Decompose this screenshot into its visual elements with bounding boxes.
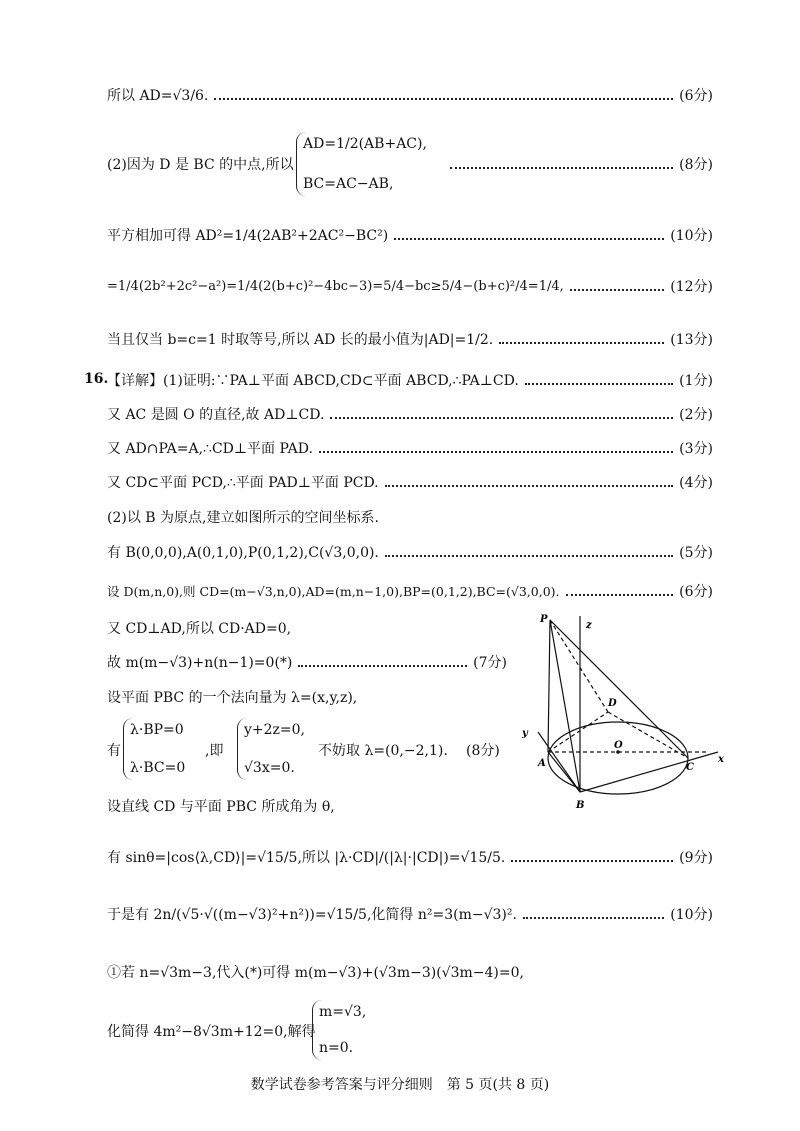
normal-system-tail: 不妨取 λ=(0,−2,1). — [318, 743, 448, 759]
score: (6分) — [679, 88, 713, 104]
line-text: 又 AD∩PA=A,∴CD⊥平面 PAD. — [107, 441, 313, 457]
score: (6分) — [679, 584, 713, 600]
answer-line-14: 设平面 PBC 的一个法向量为 λ=(x,y,z), — [107, 690, 358, 706]
page-footer: 数学试卷参考答案与评分细则 第 5 页(共 8 页) — [250, 1077, 550, 1093]
dot-leader — [523, 911, 664, 919]
answer-line-12: 又 CD⊥AD,所以 CD·AD=0, — [107, 621, 292, 637]
answer-line-19: ①若 n=√3m−3,代入(*)可得 m(m−√3)+(√3m−3)(√3m−4)=0, — [107, 965, 524, 981]
line-text: 又 AC 是圆 O 的直径,故 AD⊥CD. — [107, 407, 325, 423]
line-text: 【详解】(1)证明:∵PA⊥平面 ABCD,CD⊂平面 ABCD,∴PA⊥CD. — [107, 373, 519, 389]
line-text: 于是有 2n/(√5·√((m−√3)²+n²))=√15/5,化简得 n²=3(m−√3)². — [107, 907, 517, 923]
answer-line-10 — [107, 543, 713, 563]
question-number: 16. — [84, 371, 109, 387]
label-P: P — [540, 614, 548, 625]
score: (8分) — [679, 157, 713, 173]
score: (10分) — [670, 228, 713, 244]
line-text: 有 B(0,0,0),A(0,1,0),P(0,1,2),C(√3,0,0). — [107, 545, 379, 561]
pyramid-figure — [518, 612, 728, 812]
answer-line-2 — [107, 226, 713, 246]
normal-system-score: (8分) — [466, 743, 500, 759]
score: (2分) — [679, 407, 713, 423]
dot-leader — [511, 854, 673, 862]
dot-leader — [214, 92, 673, 100]
label-B: B — [576, 800, 585, 811]
answer-line-0 — [107, 86, 713, 106]
label-C: C — [686, 762, 694, 773]
solution-system — [312, 1000, 389, 1060]
circle-base — [548, 722, 688, 794]
system-eq-1: AD=1/2(AB+AC), — [303, 136, 427, 152]
answer-line-5 — [107, 371, 713, 391]
line-text: 故 m(m−√3)+n(n−1)=0(*) — [107, 655, 293, 671]
line-text: (2)因为 D 是 BC 的中点,所以 — [107, 157, 294, 173]
normal-system-right — [237, 718, 314, 780]
answer-line-9: (2)以 B 为原点,建立如图所示的空间坐标系. — [107, 510, 379, 526]
dot-leader — [394, 232, 664, 240]
dot-leader — [298, 659, 467, 667]
answer-line-11 — [107, 582, 713, 602]
label-y: y — [522, 728, 528, 739]
answer-line-17 — [107, 848, 713, 868]
answer-line-6 — [107, 405, 713, 425]
score: (4分) — [679, 475, 713, 491]
normal-system-left — [123, 718, 210, 780]
vector-system-brace — [296, 132, 453, 196]
normal-system-mid: ,即 — [205, 743, 224, 759]
score: (10分) — [670, 907, 713, 923]
score: (1分) — [679, 373, 713, 389]
answer-line-16: 设直线 CD 与平面 PBC 所成角为 θ, — [107, 799, 335, 815]
dot-leader — [330, 411, 673, 419]
score: (9分) — [679, 850, 713, 866]
line-text: =1/4(2b²+2c²−a²)=1/4(2(b+c)²−4bc−3)=5/4−bc≥5/4−(b+c)²/4=1/4, — [107, 279, 564, 294]
line-text: 有 sinθ=|cos⟨λ,CD⟩|=√15/5,所以 |λ·CD|/(|λ|·|CD|)=√15/5. — [107, 850, 506, 866]
answer-line-20: 化简得 4m²−8√3m+12=0,解得 — [107, 1024, 316, 1040]
normal-eq-3: y+2z=0, — [244, 722, 306, 738]
line-text: 当且仅当 b=c=1 时取等号,所以 AD 长的最小值为|AD|=1/2. — [107, 332, 494, 348]
answer-line-4 — [107, 330, 713, 350]
label-D: D — [608, 698, 617, 709]
label-A: A — [538, 758, 546, 769]
answer-line-15: 有 — [107, 743, 121, 759]
edge-AD — [548, 712, 608, 752]
answer-line-8 — [107, 473, 713, 493]
answer-line-13 — [107, 653, 507, 673]
line-text: 设 D(m,n,0),则 CD=(m−√3,n,0),AD=(m,n−1,0),BP=(0,1,2),BC=(√3,0,0). — [107, 584, 560, 599]
solution-eq-2: n=0. — [319, 1040, 354, 1056]
label-O: O — [614, 740, 623, 751]
x-axis — [580, 752, 718, 792]
normal-eq-1: λ·BP=0 — [130, 722, 184, 738]
dot-leader — [566, 588, 674, 596]
label-x: x — [718, 754, 724, 765]
score: (13分) — [670, 332, 713, 348]
label-z: z — [586, 620, 592, 631]
line-text: 又 CD⊂平面 PCD,∴平面 PAD⊥平面 PCD. — [107, 475, 379, 491]
system-eq-2: BC=AC−AB, — [303, 176, 394, 192]
line-text: 所以 AD=√3/6. — [107, 88, 209, 104]
answer-line-18 — [107, 905, 713, 925]
score: (7分) — [473, 655, 507, 671]
edge-DC — [608, 712, 688, 758]
edge-PD — [550, 620, 608, 712]
answer-line-3 — [107, 277, 713, 297]
dot-leader — [385, 549, 673, 557]
normal-eq-2: λ·BC=0 — [130, 760, 186, 776]
line-text: 平方相加可得 AD²=1/4(2AB²+2AC²−BC²) — [107, 228, 389, 244]
score: (5分) — [679, 545, 713, 561]
dot-leader — [499, 336, 664, 344]
dot-leader — [319, 445, 673, 453]
edge-PA — [548, 620, 550, 752]
dot-leader — [450, 161, 674, 169]
score: (12分) — [670, 279, 713, 295]
score: (3分) — [679, 441, 713, 457]
normal-eq-4: √3x=0. — [244, 760, 295, 776]
dot-leader — [570, 283, 665, 291]
solution-eq-1: m=√3, — [319, 1004, 367, 1020]
dot-leader — [385, 479, 674, 487]
dot-leader — [525, 377, 673, 385]
answer-line-7 — [107, 439, 713, 459]
